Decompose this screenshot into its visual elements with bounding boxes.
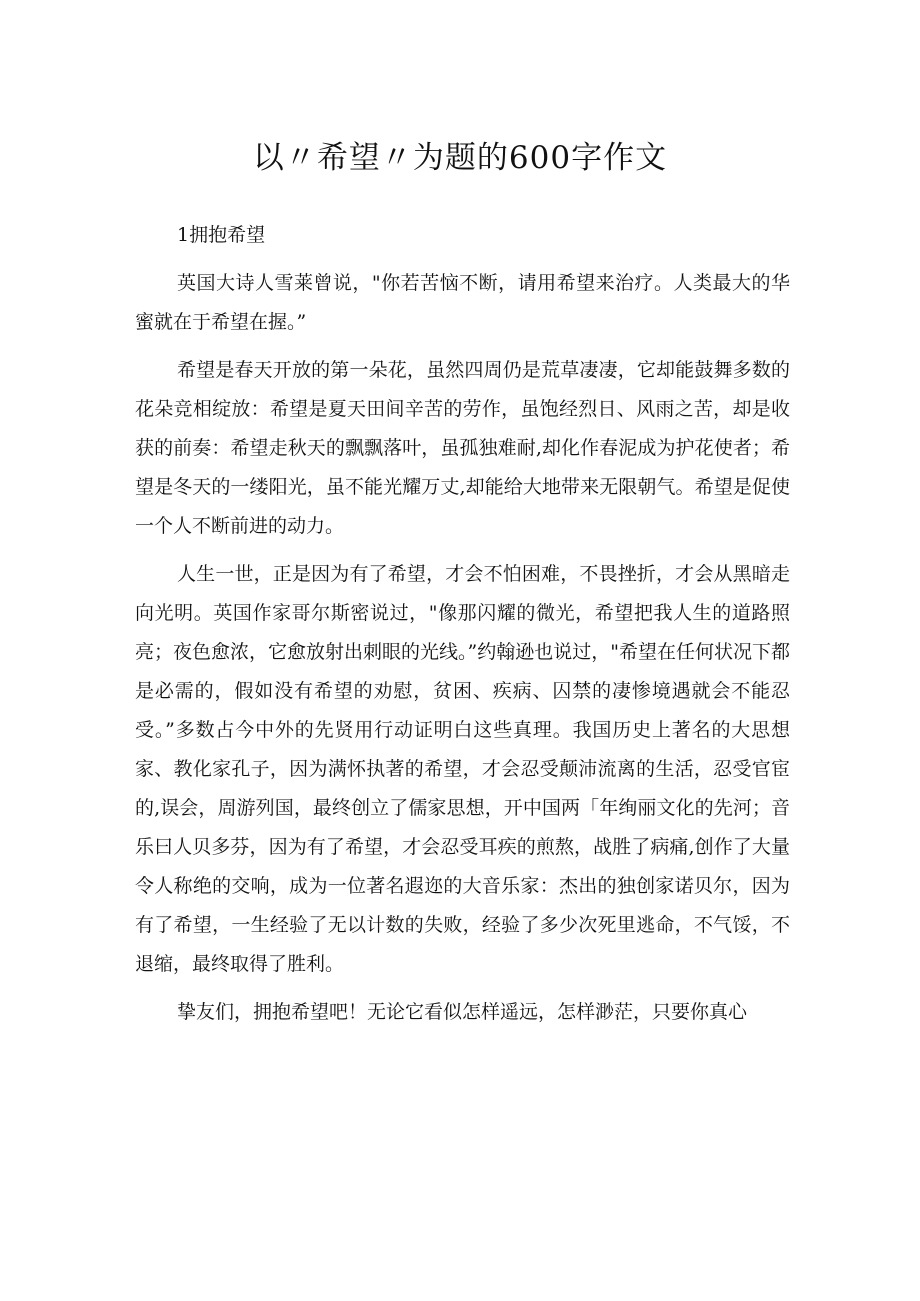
paragraph-2: 希望是春天开放的第一朵花，虽然四周仍是荒草凄凄，它却能鼓舞多数的花朵竞相绽放：希望是夏天田间辛苦的劳作，虽饱经烈日、风雨之苦，却是收获的前奏：希望走秋天的飘飘落叶，虽孤独难耐,却化作春泥成为护花使者；希望是冬天的一缕阳光，虽不能光耀万丈,却能给大地带来无限朝气。希望是促使一个人不断前进的动力。 — [135, 359, 790, 537]
document-title: 以〃希望〃为题的600字作文 — [252, 140, 668, 176]
section-heading: 1拥抱希望 — [177, 224, 266, 246]
document-body — [135, 216, 790, 1032]
paragraph-1: 英国大诗人雪莱曾说，"你若苦恼不断，请用希望来治疗。人类最大的华蜜就在于希望在握。” — [135, 272, 790, 333]
paragraph-3: 人生一世，正是因为有了希望，才会不怕困难，不畏挫折，才会从黑暗走向光明。英国作家哥尔斯密说过，"像那闪耀的微光，希望把我人生的道路照亮；夜色愈浓，它愈放射出刺眼的光线。”约翰逊也说过，"希望在任何状况下都是必需的，假如没有希望的劝慰，贫困、疾病、囚禁的凄惨境遇就会不能忍受。”多数占今中外的先贤用行动证明白这些真理。我国历史上著名的大思想家、教化家孔子，因为满怀执著的希望，才会忍受颠沛流离的生活，忍受官宦的,误会，周游列国，最终创立了儒家思想，开中国两「年绚丽文化的先河；音乐曰人贝多芬，因为有了希望，才会忍受耳疾的煎熬，战胜了病痛,创作了大量令人称绝的交响，成为一位著名遐迩的大音乐家：杰出的独创家诺贝尔，因为有了希望，一生经验了无以计数的失败，经验了多少次死里逃命，不气馁，不退缩，最终取得了胜利。 — [135, 563, 790, 975]
paragraph-4: 挚友们，拥抱希望吧！无论它看似怎样遥远，怎样渺茫，只要你真心 — [177, 1001, 748, 1023]
